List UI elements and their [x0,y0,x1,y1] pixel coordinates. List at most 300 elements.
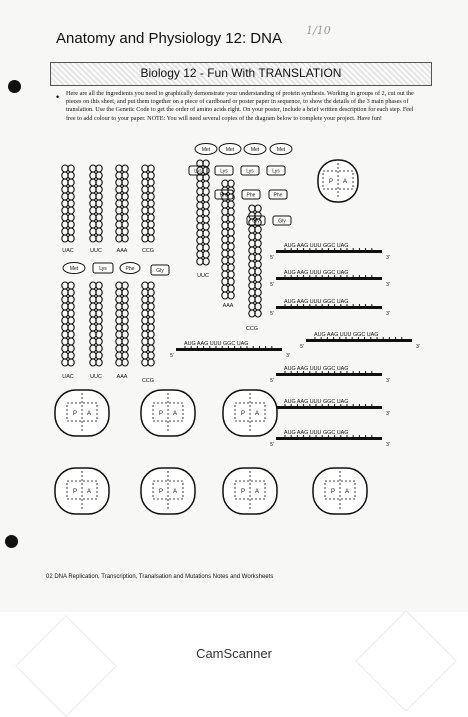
chain-link [228,208,234,215]
chain-link [62,221,68,228]
chain-link [228,257,234,264]
trna-chain [90,282,102,366]
footer-text: 02 DNA Replication, Transcription, Tranalsation and Mutations Notes and Worksheets [46,574,274,580]
chain-link [90,221,96,228]
chain-link [90,352,96,359]
chain-link [197,202,203,209]
chain-link [116,186,122,193]
chain-link [197,230,203,237]
chain-link [255,289,261,296]
chain-link [96,345,102,352]
chain-link [255,303,261,310]
chain-link [203,244,209,251]
trna-chain [116,165,128,242]
chain-link [116,289,122,296]
met-label: Met [225,147,235,153]
chain-link [142,331,148,338]
chain-link [197,244,203,251]
chain-link [116,235,122,242]
chain-link [122,207,128,214]
chain-link [255,275,261,282]
chain-link [62,214,68,221]
ribosome-p-site: P [240,489,246,495]
chain-link [222,243,228,250]
chain-link [62,345,68,352]
chain-link [148,186,154,193]
trna-anticodon: UUC [90,374,102,380]
chain-link [90,193,96,200]
chain-link [122,221,128,228]
chain-link [68,235,74,242]
chain-link [142,282,148,289]
chain-link [148,179,154,186]
lys-amino-acid-label: Lys [220,168,228,175]
ribosome-p-site: P [330,489,336,495]
chain-link [142,186,148,193]
ribosome-a-site: A [344,489,350,495]
chain-link [255,205,261,212]
camscanner-watermark: CamScanner [196,646,272,661]
mrna-strand-sequence: AUG AAG UUU GGC UAG [284,430,349,436]
chain-link [222,215,228,222]
chain-link [116,338,122,345]
instruction-bullet: • [56,92,60,102]
chain-link [68,317,74,324]
chain-link [142,317,148,324]
mrna-strand-sequence: AUG AAG UUU GGC UAG [284,299,349,305]
chain-link [228,278,234,285]
chain-link [96,228,102,235]
chain-link [90,296,96,303]
trna-chain [142,282,154,366]
trna-anticodon: CCG [246,326,258,332]
chain-link [68,296,74,303]
chain-link [122,359,128,366]
mrna-strand-three-prime: 3' [386,411,390,417]
chain-link [68,338,74,345]
ribosome-p-site: P [328,179,334,185]
chain-link [249,296,255,303]
chain-link [62,186,68,193]
background-decoration [355,610,457,712]
chain-link [255,247,261,254]
chain-link [122,310,128,317]
mrna-strand-three-prime: 3' [386,442,390,448]
chain-link [228,271,234,278]
chain-link [222,285,228,292]
chain-link [62,200,68,207]
chain-link [96,172,102,179]
met-label: Met [201,147,211,153]
chain-link [249,268,255,275]
chain-link [96,165,102,172]
mrna-strand-sequence: AUG AAG UUU GGC UAG [284,366,349,372]
chain-link [148,200,154,207]
chain-link [90,165,96,172]
mrna-strand-three-prime: 3' [386,311,390,317]
chain-link [96,310,102,317]
chain-link [62,289,68,296]
chain-link [90,303,96,310]
chain-link [62,228,68,235]
mrna-strand-sequence: AUG AAG UUU GGC UAG [284,243,349,249]
chain-link [96,214,102,221]
ribosome-a-site: A [86,489,92,495]
chain-link [68,221,74,228]
chain-link [68,186,74,193]
chain-link [116,317,122,324]
chain-link [96,186,102,193]
chain-link [148,228,154,235]
chain-link [68,359,74,366]
chain-link [222,236,228,243]
chain-link [96,235,102,242]
chain-link [249,275,255,282]
chain-link [255,233,261,240]
chain-link [116,331,122,338]
gly-amino-acid-label: Gly [156,268,164,275]
chain-link [142,303,148,310]
chain-link [68,310,74,317]
chain-link [90,324,96,331]
chain-link [68,179,74,186]
chain-link [222,264,228,271]
chain-link [90,235,96,242]
chain-link [255,310,261,317]
chain-link [90,186,96,193]
trna-anticodon: CCG [142,248,154,254]
chain-link [116,359,122,366]
chain-link [96,296,102,303]
trna-chain [62,165,74,242]
trna-chain [116,282,128,366]
chain-link [228,243,234,250]
chain-link [228,222,234,229]
chain-link [96,359,102,366]
chain-link [90,310,96,317]
background-decoration [15,615,117,717]
chain-link [96,317,102,324]
chain-link [122,228,128,235]
chain-link [90,207,96,214]
chain-link [122,186,128,193]
trna-chain [90,165,102,242]
chain-link [122,282,128,289]
chain-link [142,214,148,221]
chain-link [203,237,209,244]
chain-link [62,324,68,331]
chain-link [249,303,255,310]
chain-link [148,310,154,317]
ribosome-p-site: P [158,411,164,417]
phe-amino-acid-label: Phe [246,192,256,199]
chain-link [203,251,209,258]
ribosome-a-site: A [86,411,92,417]
chain-link [122,324,128,331]
chain-link [90,214,96,221]
chain-link [68,282,74,289]
chain-link [62,193,68,200]
chain-link [142,289,148,296]
chain-link [122,345,128,352]
chain-link [62,296,68,303]
mrna-strand-five-prime: 5' [270,442,274,448]
chain-link [255,254,261,261]
mrna-strand-five-prime: 5' [270,311,274,317]
mrna-strand-three-prime: 3' [386,255,390,261]
mrna-strand-five-prime: 5' [270,378,274,384]
chain-link [116,172,122,179]
chain-link [116,310,122,317]
chain-link [197,258,203,265]
phe-label: Phe [125,266,135,272]
chain-link [96,200,102,207]
chain-link [116,324,122,331]
chain-link [68,200,74,207]
chain-link [68,289,74,296]
banner-title: Biology 12 - Fun With TRANSLATION [140,66,342,80]
chain-link [62,359,68,366]
gly-amino-acid-label: Gly [278,218,286,225]
page-title: Anatomy and Physiology 12: DNA [56,30,282,47]
chain-link [197,237,203,244]
chain-link [116,345,122,352]
chain-link [148,282,154,289]
chain-link [197,209,203,216]
chain-link [142,200,148,207]
chain-link [249,289,255,296]
ribosome-p-site: P [240,411,246,417]
chain-link [122,331,128,338]
chain-link [148,338,154,345]
chain-link [203,216,209,223]
chain-link [116,207,122,214]
mrna-strand-sequence: AUG AAG UUU GGC UAG [184,341,249,347]
chain-link [62,207,68,214]
chain-link [249,282,255,289]
chain-link [203,202,209,209]
chain-link [222,229,228,236]
met-label: Met [69,266,79,272]
ribosome-a-site: A [172,489,178,495]
chain-link [142,207,148,214]
chain-link [148,165,154,172]
chain-link [142,221,148,228]
ribosome-a-site: A [254,411,260,417]
chain-link [148,289,154,296]
chain-link [68,228,74,235]
ribosome-p-site: P [72,411,78,417]
chain-link [90,228,96,235]
chain-link [228,264,234,271]
chain-link [116,303,122,310]
trna-anticodon: AAA [116,374,128,380]
chain-link [122,200,128,207]
chain-link [90,200,96,207]
chain-link [222,278,228,285]
chain-link [122,235,128,242]
mrna-strand-five-prime: 5' [270,255,274,261]
chain-link [148,207,154,214]
chain-link [116,200,122,207]
chain-link [148,345,154,352]
chain-link [228,236,234,243]
chain-link [148,214,154,221]
chain-link [203,181,209,188]
chain-link [68,207,74,214]
chain-link [142,179,148,186]
trna-anticodon: UUC [197,273,209,279]
instructions-text: Here are all the ingredients you need to graphically demonstrate your understanding of protein synthesis. Working in groups of 2, cut out the pieces on this sheet, and put them together on a piece of cardboard or poster paper in sequence, to show the details of the 3 main phases of translation. Use the Genetic Code to get the order of amino acids right. On your poster, include a brief written description for each step. Feel free to add colour to your paper. NOTE: You will need several copies of the diagram below to complete your project. Have fun! [66,90,414,122]
chain-link [249,310,255,317]
chain-link [148,352,154,359]
mrna-strand-five-prime: 5' [270,282,274,288]
chain-link [122,214,128,221]
chain-link [148,193,154,200]
chain-link [148,324,154,331]
ribosome-p-site: P [158,489,164,495]
chain-link [62,331,68,338]
trna-chain [142,165,154,242]
chain-link [96,352,102,359]
chain-link [62,310,68,317]
chain-link [203,209,209,216]
chain-link [203,258,209,265]
ribosome-a-site: A [172,411,178,417]
ribosome-a-site: A [342,179,348,185]
chain-link [228,229,234,236]
chain-link [96,338,102,345]
chain-link [228,201,234,208]
handwritten-score: 1/10 [306,24,331,37]
chain-link [122,165,128,172]
chain-link [122,317,128,324]
chain-link [249,226,255,233]
chain-link [62,165,68,172]
chain-link [116,165,122,172]
chain-link [62,338,68,345]
chain-link [148,317,154,324]
chain-link [255,282,261,289]
chain-link [228,292,234,299]
chain-link [96,221,102,228]
chain-link [142,324,148,331]
chain-link [203,188,209,195]
chain-link [68,345,74,352]
mrna-strand-three-prime: 3' [416,344,420,350]
mrna-strand-five-prime: 5' [300,344,304,350]
lys-amino-acid-label: Lys [194,168,202,175]
chain-link [197,188,203,195]
chain-link [68,324,74,331]
chain-link [148,359,154,366]
chain-link [96,324,102,331]
chain-link [197,223,203,230]
chain-link [116,179,122,186]
chain-link [122,352,128,359]
chain-link [68,331,74,338]
chain-link [222,271,228,278]
trna-anticodon: CCG [142,378,154,384]
chain-link [90,282,96,289]
chain-link [68,303,74,310]
chain-link [249,205,255,212]
chain-link [142,359,148,366]
chain-link [228,215,234,222]
chain-link [148,331,154,338]
chain-link [116,214,122,221]
chain-link [62,179,68,186]
chain-link [142,235,148,242]
chain-link [142,352,148,359]
chain-link [122,338,128,345]
mrna-strand-five-prime: 5' [170,353,174,359]
mrna-strand-sequence: AUG AAG UUU GGC UAG [284,399,349,405]
ribosome-p-site: P [72,489,78,495]
trna-anticodon: UAC [62,248,74,254]
trna-chain [62,282,74,366]
met-label: Met [276,147,286,153]
ribosome-a-site: A [254,489,260,495]
chain-link [90,289,96,296]
chain-link [68,193,74,200]
chain-link [116,282,122,289]
chain-link [222,292,228,299]
trna-anticodon: AAA [116,248,128,254]
chain-link [122,172,128,179]
chain-link [90,172,96,179]
chain-link [96,179,102,186]
chain-link [249,233,255,240]
chain-link [197,216,203,223]
chain-link [62,303,68,310]
chain-link [122,296,128,303]
chain-link [148,221,154,228]
chain-link [255,261,261,268]
chain-link [255,268,261,275]
lys-amino-acid-label: Lys [246,168,254,175]
chain-link [249,261,255,268]
chain-link [228,180,234,187]
chain-link [116,296,122,303]
chain-link [122,303,128,310]
chain-link [96,282,102,289]
chain-link [142,228,148,235]
mrna-strand-sequence: AUG AAG UUU GGC UAG [284,270,349,276]
phe-amino-acid-label: Phe [273,192,283,199]
lys-amino-acid-label: Lys [99,266,107,273]
chain-link [222,180,228,187]
chain-link [222,250,228,257]
trna-anticodon: UUC [90,248,102,254]
chain-link [148,172,154,179]
chain-link [90,331,96,338]
chain-link [122,193,128,200]
chain-link [197,181,203,188]
chain-link [62,235,68,242]
chain-link [255,226,261,233]
chain-link [68,165,74,172]
chain-link [116,228,122,235]
chain-link [62,317,68,324]
chain-link [222,208,228,215]
trna-anticodon: UAC [62,374,74,380]
chain-link [142,338,148,345]
chain-link [222,201,228,208]
chain-link [90,345,96,352]
chain-link [116,352,122,359]
chain-link [255,240,261,247]
